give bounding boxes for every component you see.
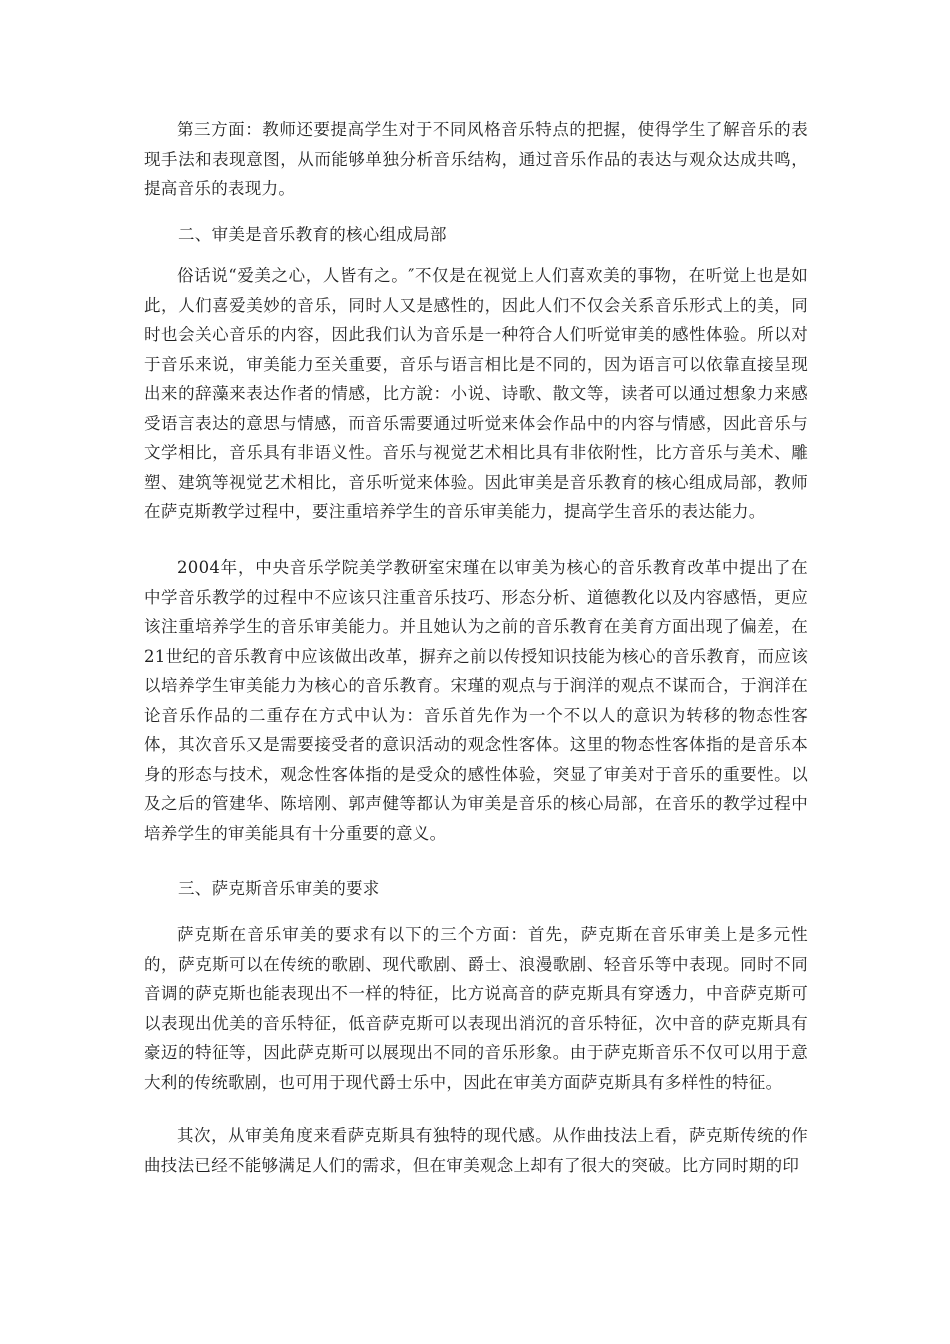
paragraph-modernity: 其次，从审美角度来看萨克斯具有独特的现代感。从作曲技法上看，萨克斯传统的作曲技法已经不能够满足人们的需求，但在审美观念上却有了很大的突破。比方同时期的印: [144, 1126, 808, 1175]
paragraph-saxophone-diversity: 萨克斯在音乐审美的要求有以下的三个方面：首先，萨克斯在音乐审美上是多元性的，萨克斯可以在传统的歌剧、现代歌剧、爵士、浪漫歌剧、轻音乐等中表现。同时不同音调的萨克斯也能表现出不一样的特征，比方说高音的萨克斯具有穿透力，中音萨克斯可以表现出优美的音乐特征，低音萨克斯可以表现出消沉的音乐特征，次中音的萨克斯具有豪迈的特征等，因此萨克斯可以展现出不同的音乐形象。由于萨克斯音乐不仅可以用于意大利的传统歌剧，也可用于现代爵士乐中，因此在审美方面萨克斯具有多样性的特征。: [144, 925, 808, 1092]
paragraph-2004-reform: 2004年，中央音乐学院美学教研室宋瑾在以审美为核心的音乐教育改革中提出了在中学音乐教学的过程中不应该只注重音乐技巧、形态分析、道德教化以及内容感悟，更应该注重培养学生的音乐审美能力。并且她认为之前的音乐教育在美育方面出现了偏差，在21世纪的音乐教育中应该做出改革，摒弃之前以传授知识技能为核心的音乐教育，而应该以培养学生审美能力为核心的音乐教育。宋瑾的观点与于润洋的观点不谋而合，于润洋在论音乐作品的二重存在方式中认为：音乐首先作为一个不以人的意识为转移的物态性客体，其次音乐又是需要接受者的意识活动的观念性客体。这里的物态性客体指的是音乐本身的形态与技术，观念性客体指的是受众的感性体验，突显了审美对于音乐的重要性。以及之后的管建华、陈培刚、郭声健等都认为审美是音乐的核心局部，在音乐的教学过程中培养学生的审美能具有十分重要的意义。: [144, 558, 808, 843]
paragraph-aesthetics-core: 俗话说“爱美之心，人皆有之。″不仅是在视觉上人们喜欢美的事物，在听觉上也是如此，人们喜爱美妙的音乐，同时人又是感性的，因此人们不仅会关系音乐形式上的美，同时也会关心音乐的内容，因此我们认为音乐是一种符合人们听觉审美的感性体验。所以对于音乐来说，审美能力至关重要，音乐与语言相比是不同的，因为语言可以依靠直接呈现出来的辞藻来表达作者的情感，比方說：小说、诗歌、散文等，读者可以通过想象力来感受语言表达的意思与情感，而音乐需要通过听觉来体会作品中的内容与情感，因此音乐与文学相比，音乐具有非语义性。音乐与视觉艺术相比具有非依附性，比方音乐与美术、雕塑、建筑等视觉艺术相比，音乐听觉来体验。因此审美是音乐教育的核心组成局部，教师在萨克斯教学过程中，要注重培养学生的音乐审美能力，提高学生音乐的表达能力。: [144, 266, 808, 521]
section-heading-3: 三、萨克斯音乐审美的要求: [178, 879, 380, 898]
paragraph-third-aspect: 第三方面：教师还要提高学生对于不同风格音乐特点的把握，使得学生了解音乐的表现手法和表现意图，从而能够单独分析音乐结构，通过音乐作品的表达与观众达成共鸣，提高音乐的表现力。: [144, 120, 808, 198]
section-heading-2: 二、审美是音乐教育的核心组成局部: [178, 225, 447, 244]
